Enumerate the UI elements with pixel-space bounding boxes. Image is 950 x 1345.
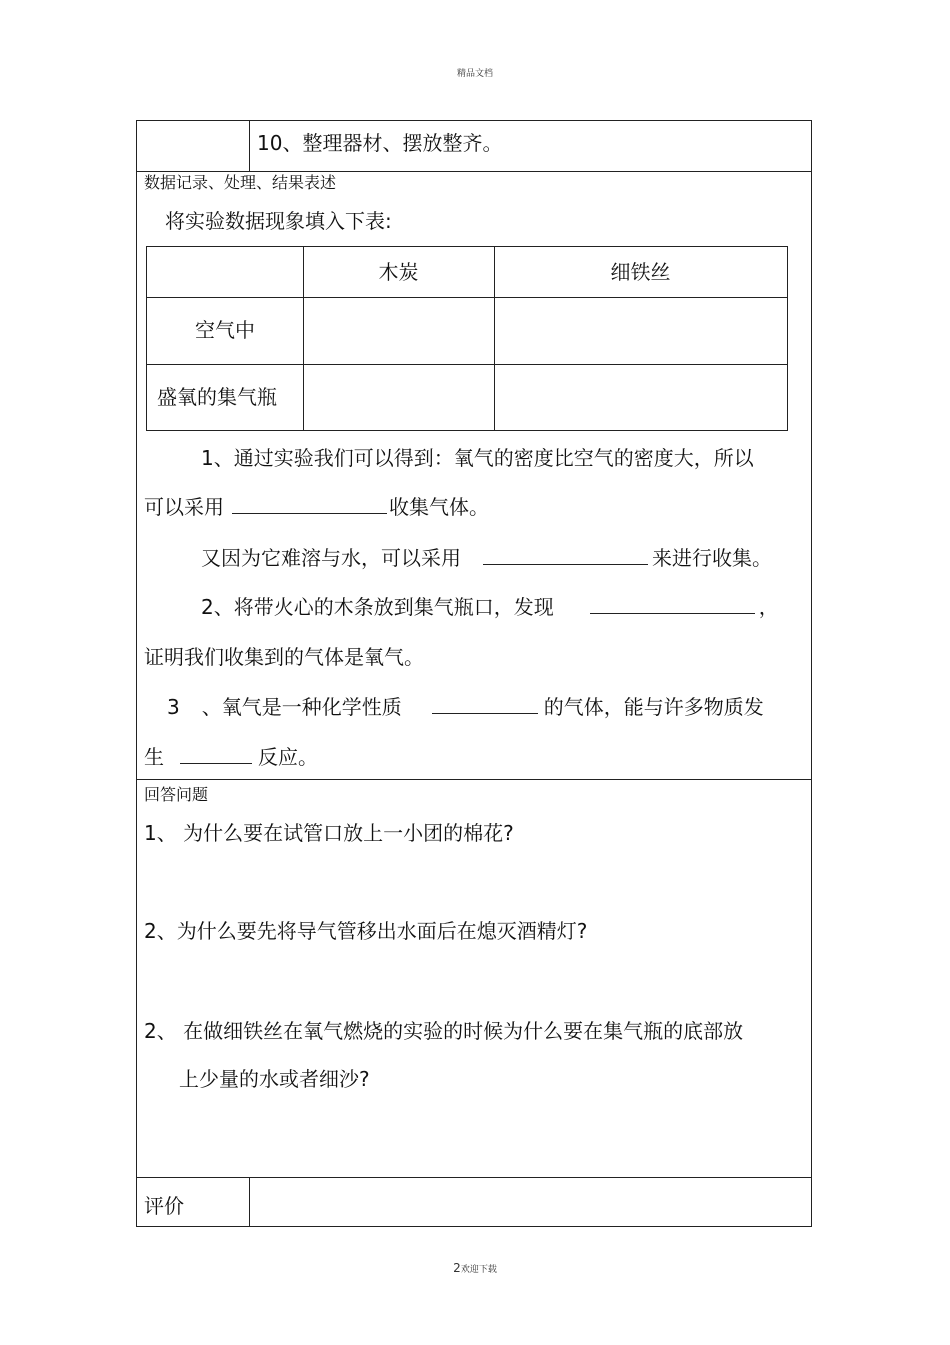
question-1-line-1: 1、通过实验我们可以得到：氧气的密度比空气的密度大，所以 xyxy=(201,446,754,470)
question-3-line-1: 3 、氧气是一种化学性质 的气体，能与许多物质发 xyxy=(167,695,764,719)
question-1-line-3: 又因为它难溶与水，可以采用 来进行收集。 xyxy=(201,546,772,570)
evaluation-divider xyxy=(249,1177,250,1227)
row-header-oxygen-bottle: 盛氧的集气瓶 xyxy=(157,385,277,409)
question-2-line-2: 证明我们收集到的气体是氧气。 xyxy=(144,645,424,669)
data-section-intro: 将实验数据现象填入下表: xyxy=(165,209,392,233)
evaluation-label: 评价 xyxy=(144,1194,184,1218)
column-header-charcoal: 木炭 xyxy=(378,260,419,284)
data-section-title: 数据记录、处理、结果表述 xyxy=(144,173,337,192)
step-10-text: 10、整理器材、摆放整齐。 xyxy=(257,131,503,155)
data-section-bottom-border xyxy=(137,779,811,780)
question-2-line-1: 2、将带火心的木条放到集气瓶口，发现 ， xyxy=(201,595,779,619)
row-header-in-air: 空气中 xyxy=(195,318,255,342)
answer-blank-1[interactable] xyxy=(232,495,387,514)
questions-section-title: 回答问题 xyxy=(144,785,209,804)
answer-question-3-line-1: 2、 在做细铁丝在氧气燃烧的实验的时候为什么要在集气瓶的底部放 xyxy=(144,1019,744,1043)
footer-text: 欢迎下载 xyxy=(460,1265,497,1275)
question-1-line-2: 可以采用 收集气体。 xyxy=(144,495,489,519)
answer-question-2: 2、为什么要先将导气管移出水面后在熄灭酒精灯? xyxy=(144,919,588,943)
column-header-iron-wire: 细铁丝 xyxy=(610,260,671,284)
experiment-form-table xyxy=(136,120,812,1227)
question-3-line-2: 生 反应。 xyxy=(144,745,318,769)
row1-divider xyxy=(249,121,250,171)
page-header: 精品文档 xyxy=(456,69,493,79)
answer-blank-5[interactable] xyxy=(180,745,252,764)
answer-question-1: 1、 为什么要在试管口放上一小团的棉花? xyxy=(144,821,514,845)
page-footer xyxy=(0,1261,950,1275)
answer-blank-3[interactable] xyxy=(590,595,755,614)
page-number: 2 xyxy=(453,1261,461,1275)
observation-table xyxy=(146,246,788,431)
answer-blank-2[interactable] xyxy=(483,546,648,565)
questions-section-bottom-border xyxy=(137,1177,811,1178)
answer-blank-4[interactable] xyxy=(432,695,538,714)
answer-question-3-line-2: 上少量的水或者细沙? xyxy=(179,1067,370,1091)
